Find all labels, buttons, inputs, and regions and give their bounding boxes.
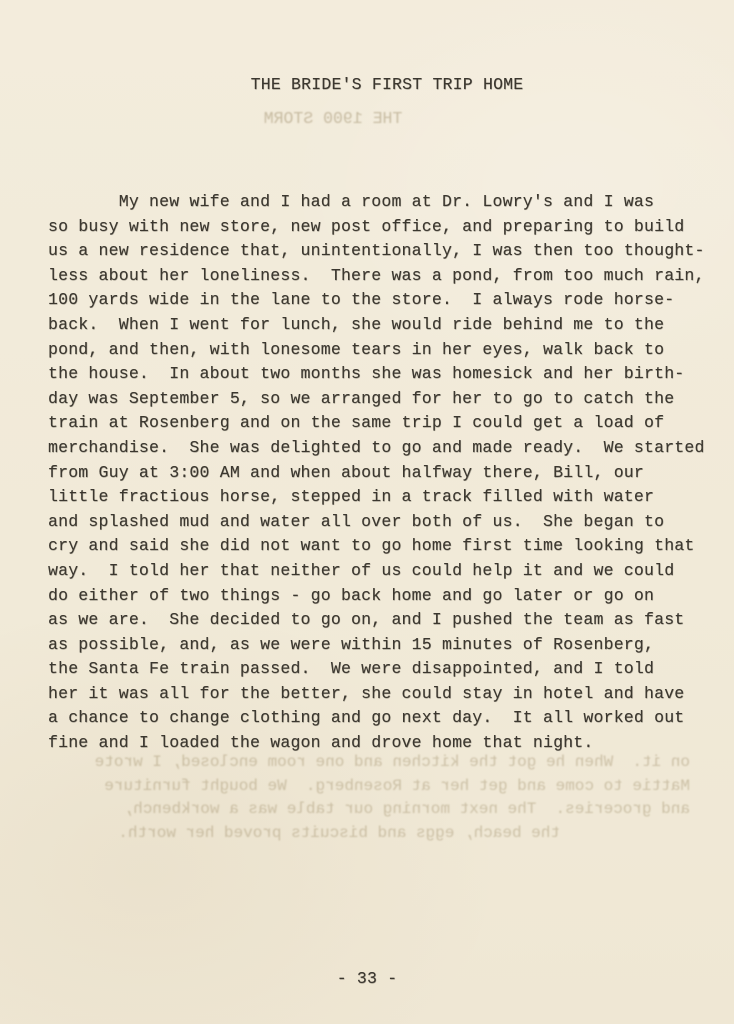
bleed-through-title: THE 1900 STORM [263,109,403,128]
page-number: - 33 - [336,969,398,988]
typed-line: the house. In about two months she was homesick and her birth- [48,364,685,384]
typed-line: and splashed mud and water all over both of us. She began to [48,511,665,531]
typed-line: from Guy at 3:00 AM and when about halfway there, Bill, our [48,462,644,482]
typed-line: merchandise. She was delighted to go and made ready. We started [48,437,705,457]
typed-line: 100 yards wide in the lane to the store. I always rode horse- [48,290,675,310]
typed-line: fine and I loaded the wagon and drove home that night. [48,733,594,753]
typed-line: little fractious horse, stepped in a track filled with water [48,487,655,507]
typed-line: My new wife and I had a room at Dr. Lowry's and I was [48,192,655,211]
typed-line: less about her loneliness. There was a pond, from too much rain, [48,265,705,285]
typed-line: back. When I went for lunch, she would ride behind me to the [48,314,665,334]
typed-line: train at Rosenberg and on the same trip I could get a load of [48,413,665,433]
typed-line: so busy with new store, new post office, and preparing to build [48,216,685,236]
typed-line: as possible, and, as we were within 15 minutes of Rosenberg, [48,634,655,654]
typed-line: cry and said she did not want to go home first time looking that [48,536,695,556]
typed-line: day was September 5, so we arranged for her to go to catch the [48,388,675,408]
typed-line: as we are. She decided to go on, and I pushed the team as fast [48,610,685,630]
bleed-through-line: and groceries. The next morning our table was a workbench, [123,800,690,819]
typed-line: pond, and then, with lonesome tears in her eyes, walk back to [48,339,665,359]
typed-line: her it was all for the better, she could stay in hotel and have [48,683,685,703]
typed-line: the Santa Fe train passed. We were disappointed, and I told [48,659,655,679]
typed-line: do either of two things - go back home and go later or go on [48,585,655,605]
bleed-through-line: on it. When he got the kitchen and one room enclosed, I wrote [94,753,690,771]
typed-line: a chance to change clothing and go next day. It all worked out [48,708,685,728]
bleed-through-line: Mattie to come and get her at Rosenberg. We bought furniture [104,776,690,795]
bleed-through-paragraph [48,751,690,845]
typed-line: way. I told her that neither of us could help it and we could [48,560,675,580]
document-title: THE BRIDE'S FIRST TRIP HOME [250,75,524,94]
bleed-through-line: the beach, eggs and biscuits proved her worth. [118,823,560,842]
typed-line: us a new residence that, unintentionally, I was then too thought- [48,241,705,261]
body-paragraph [48,190,718,756]
